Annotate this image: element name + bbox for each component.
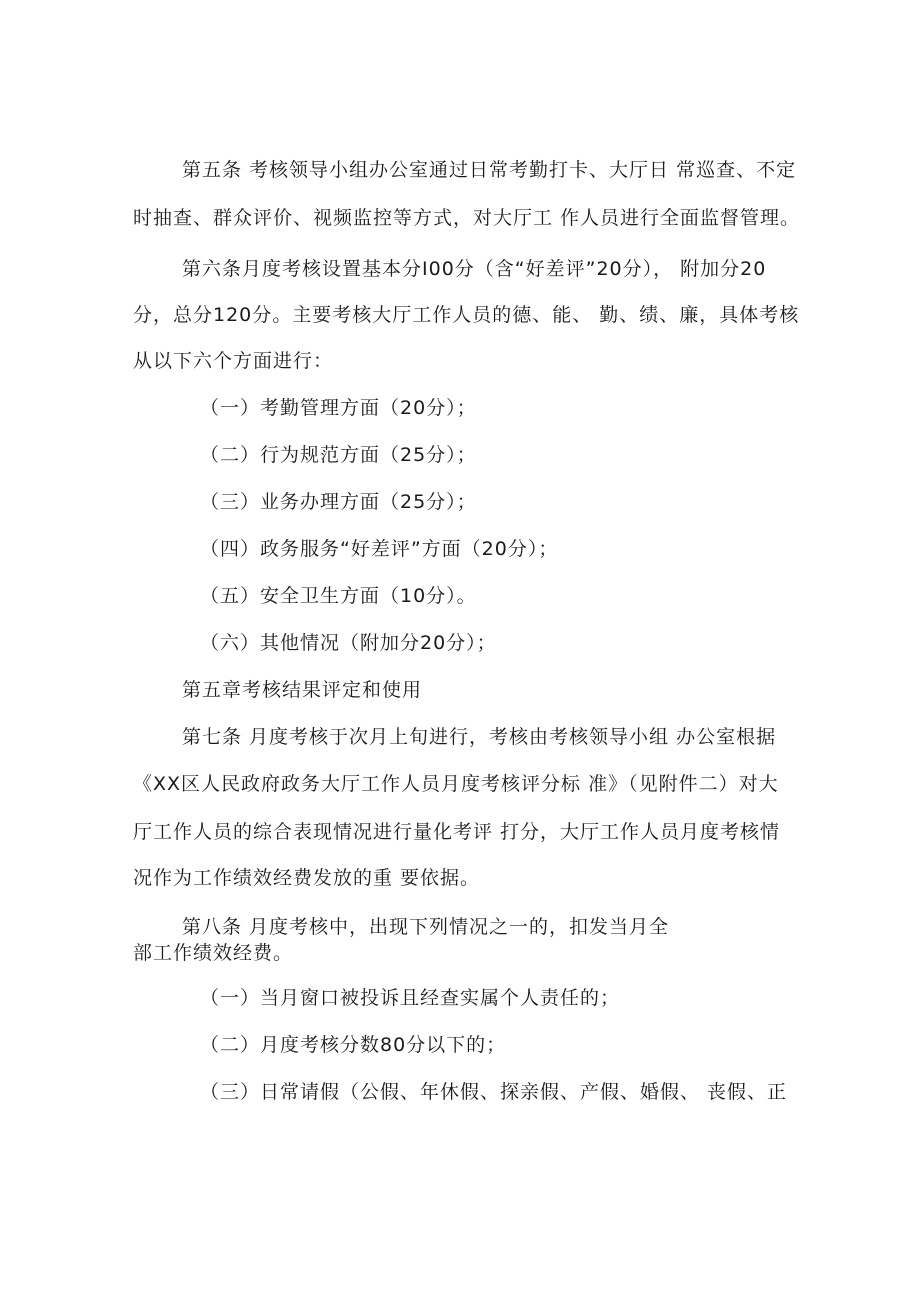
article-6-line-1: 第六条月度考核设置基本分I00分（含“好差评”20分）， 附加分20 <box>182 258 767 280</box>
article-6-item-3: （三）业务办理方面（25分）； <box>200 491 477 513</box>
article-6-item-4: （四）政务服务“好差评”方面（20分）； <box>200 538 559 560</box>
article-6-item-5: （五）安全卫生方面（10分）。 <box>200 585 477 607</box>
article-5-line-1: 第五条 考核领导小组办公室通过日常考勤打卡、大厅日 常巡查、不定 <box>182 159 797 181</box>
article-7-line-3: 厅工作人员的综合表现情况进行量化考评 打分，大厅工作人员月度考核情 <box>133 821 781 843</box>
article-6-item-6: （六）其他情况（附加分20分）； <box>200 632 497 654</box>
article-5-line-2: 时抽查、群众评价、视频监控等方式，对大厅工 作人员进行全面监督管理。 <box>133 207 801 229</box>
article-6-line-2: 分，总分120分。主要考核大厅工作人员的德、能、 勤、绩、廉，具体考核 <box>133 304 800 326</box>
article-8-item-1: （一）当月窗口被投诉且经查实属个人责任的； <box>200 987 621 1009</box>
article-6-item-1: （一）考勤管理方面（20分）； <box>200 397 477 419</box>
article-7-line-1: 第七条 月度考核于次月上旬进行，考核由考核领导小组 办公室根据 <box>182 726 777 748</box>
chapter-5-title: 第五章考核结果评定和使用 <box>182 679 423 701</box>
article-8-item-3: （三）日常请假（公假、年休假、探亲假、产假、婚假、 丧假、正 <box>200 1081 788 1103</box>
article-6-item-2: （二）行为规范方面（25分）； <box>200 444 477 466</box>
article-8-item-2: （二）月度考核分数80分以下的； <box>200 1034 507 1056</box>
article-7-line-2: 《XX区人民政府政务大厅工作人员月度考核评分标 准》（见附件二）对大 <box>133 773 779 795</box>
article-8-line-2: 部工作绩效经费。 <box>133 942 294 964</box>
article-8-line-1: 第八条 月度考核中，出现下列情况之一的，扣发当月全 <box>182 916 670 938</box>
article-6-line-3: 从以下六个方面进行： <box>133 350 334 372</box>
article-7-line-4: 况作为工作绩效经费发放的重 要依据。 <box>133 867 481 889</box>
